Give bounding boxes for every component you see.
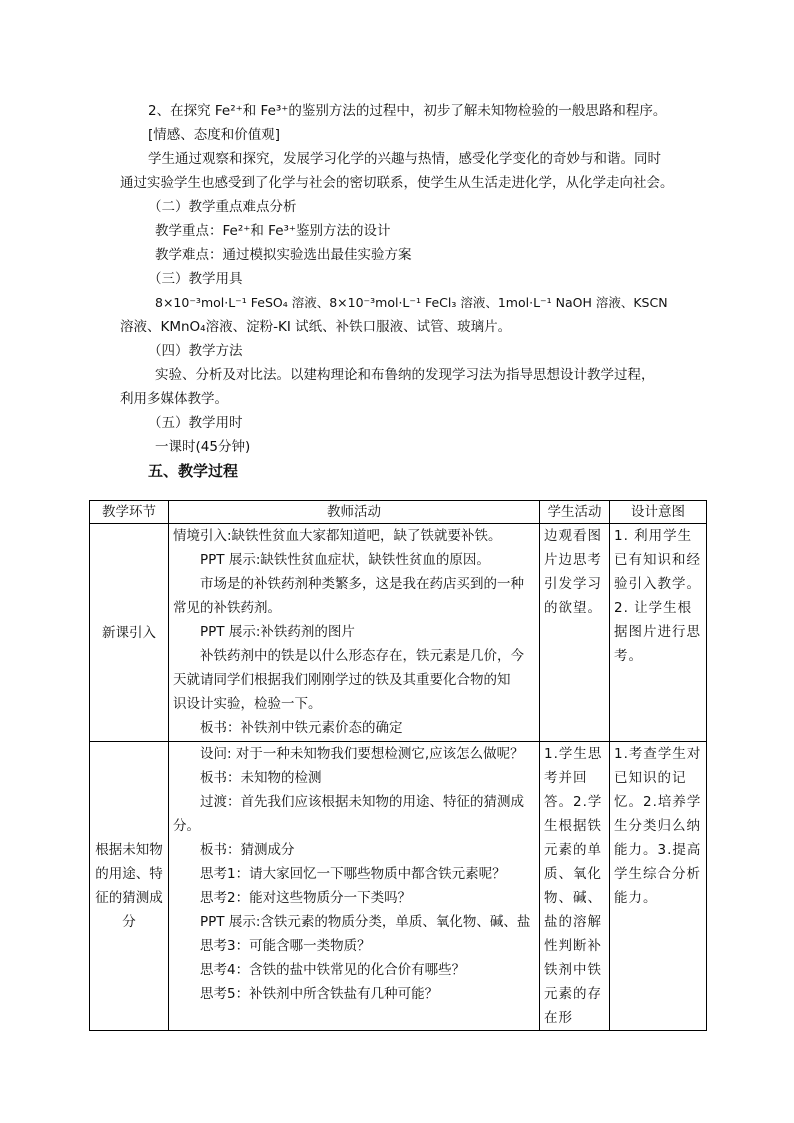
teacher-line: 补铁药剂中的铁是以什么形态存在，铁元素是几价，今 — [200, 648, 524, 664]
header-stage: 教学环节 — [90, 501, 169, 524]
teacher-line: 思考3：可能含哪一类物质？ — [200, 938, 371, 954]
intro-line-3: 学生通过观察和探究，发展学习化学的兴趣与热情，感受化学变化的奇妙与和谐。同时 — [148, 151, 661, 167]
teacher-line: 思考4：含铁的盐中铁常见的化合价有哪些？ — [200, 962, 466, 978]
intent-cell: 1. 利用学生已有知识和经验引入教学。2. 让学生根据图片进行思考。 — [610, 524, 707, 742]
intro-line-10: 溶液、KMnO₄溶液、淀粉-KI 试纸、补铁口服液、试管、玻璃片。 — [120, 319, 512, 335]
intro-line-2: [情感、态度和价值观] — [148, 127, 281, 143]
stage-cell: 新课引入 — [90, 524, 169, 742]
table-row — [90, 524, 707, 742]
intro-line-6: 教学重点：Fe²⁺和 Fe³⁺鉴别方法的设计 — [155, 223, 391, 239]
student-cell: 1.学生思考并回答。2.学生根据铁元素的单质、氧化物、碱、盐的溶解性判断补铁剂中铁元素的存在形 — [540, 742, 610, 1031]
student-cell: 边观看图片边思考引发学习的欲望。 — [540, 524, 610, 742]
teacher-line: 设问: 对于一种未知物我们要想检测它,应该怎么做呢？ — [200, 746, 524, 762]
teacher-line: PPT 展示:缺铁性贫血症状，缺铁性贫血的原因。 — [200, 552, 490, 568]
section-heading: 五、教学过程 — [148, 462, 239, 480]
intro-line-15: 一课时(45分钟) — [155, 439, 251, 455]
teacher-line: 识设计实验，检验一下。 — [173, 696, 322, 712]
teacher-line: 思考2：能对这些物质分一下类吗？ — [200, 890, 412, 906]
intro-line-5: （二）教学重点难点分析 — [148, 199, 297, 215]
intro-line-13: 利用多媒体教学。 — [120, 391, 228, 407]
intent-cell: 1.考查学生对已知识的记忆。2.培养学生分类归么纳能力。3.提高学生综合分析能力。 — [610, 742, 707, 1031]
intro-line-4: 通过实验学生也感受到了化学与社会的密切联系，使学生从生活走进化学，从化学走向社会。 — [120, 175, 674, 191]
teacher-line: 情境引入:缺铁性贫血大家都知道吧，缺了铁就要补铁。 — [173, 528, 502, 544]
teacher-line: PPT 展示:补铁药剂的图片 — [200, 624, 355, 640]
header-intent: 设计意图 — [610, 501, 707, 524]
lesson-table — [89, 500, 707, 1031]
intro-line-1: 2、在探究 Fe²⁺和 Fe³⁺的鉴别方法的过程中，初步了解未知物检验的一般思路和程序。 — [148, 103, 667, 119]
teacher-line: 过渡：首先我们应该根据未知物的用途、特征的猜测成 — [200, 794, 524, 810]
table-header-row — [90, 501, 707, 524]
intro-line-7: 教学难点：通过模拟实验选出最佳实验方案 — [155, 247, 412, 263]
intro-line-11: （四）教学方法 — [148, 343, 243, 359]
teacher-line: 板书：未知物的检测 — [200, 770, 322, 786]
table-row — [90, 742, 707, 1031]
teacher-line: 思考1：请大家回忆一下哪些物质中都含铁元素呢？ — [200, 866, 506, 882]
header-teacher: 教师活动 — [169, 501, 540, 524]
intro-line-12: 实验、分析及对比法。以建构理论和布鲁纳的发现学习法为指导思想设计教学过程， — [155, 367, 655, 383]
intro-line-8: （三）教学用具 — [148, 271, 243, 287]
teacher-line: 板书：补铁剂中铁元素价态的确定 — [200, 720, 403, 736]
header-student: 学生活动 — [540, 501, 610, 524]
teacher-line: 板书：猜测成分 — [200, 842, 295, 858]
teacher-line: 分。 — [173, 818, 200, 834]
intro-line-14: （五）教学用时 — [148, 415, 243, 431]
teacher-line: 常见的补铁药剂。 — [173, 600, 281, 616]
teacher-line: 市场是的补铁药剂种类繁多，这是我在药店买到的一种 — [200, 576, 524, 592]
intro-line-9: 8×10⁻³mol·L⁻¹ FeSO₄ 溶液、8×10⁻³mol·L⁻¹ FeCl₃ 溶液、1mol·L⁻¹ NaOH 溶液、KSCN — [155, 295, 668, 310]
teacher-cell — [169, 524, 540, 742]
teacher-line: PPT 展示:含铁元素的物质分类，单质、氧化物、碱、盐 — [200, 914, 531, 930]
teacher-line: 思考5：补铁剂中所含铁盐有几种可能？ — [200, 986, 439, 1002]
stage-cell: 根据未知物的用途、特征的猜测成分 — [90, 742, 169, 1031]
teacher-line: 天就请同学们根据我们刚刚学过的铁及其重要化合物的知 — [173, 672, 511, 688]
teacher-cell — [169, 742, 540, 1031]
